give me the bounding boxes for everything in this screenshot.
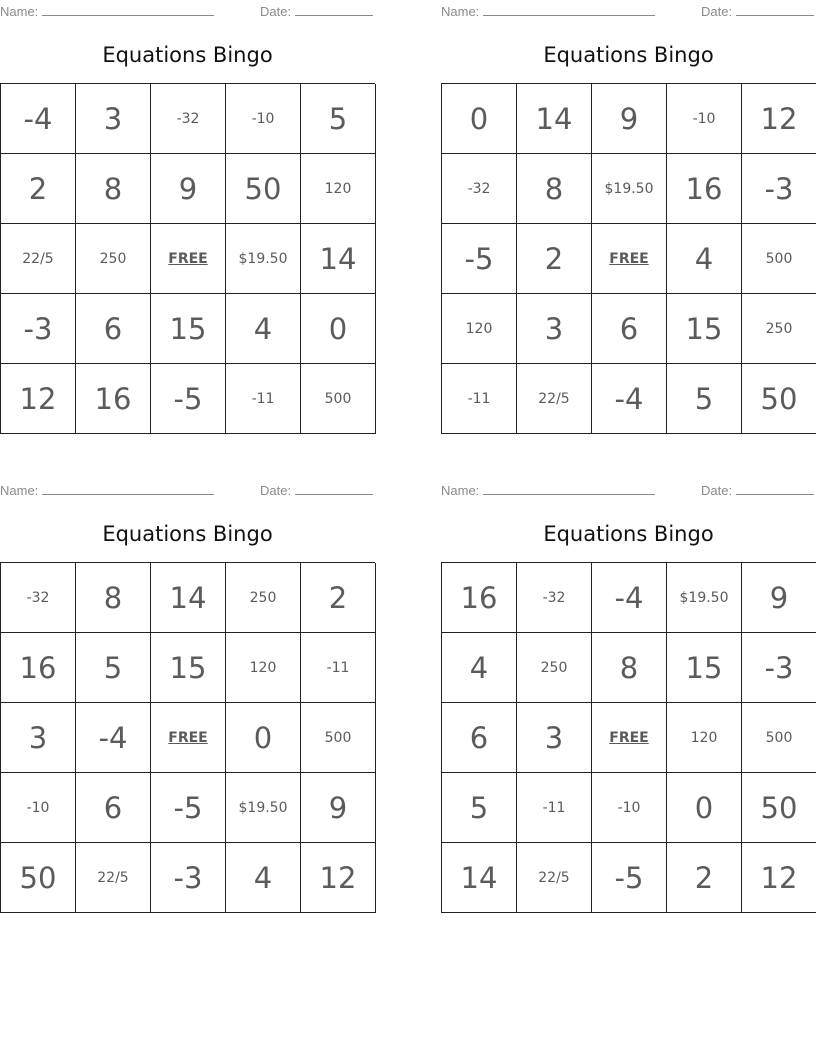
free-space[interactable]: FREE xyxy=(592,703,667,773)
bingo-cell[interactable]: 250 xyxy=(76,224,151,294)
date-label: Date: xyxy=(260,4,292,19)
card-header xyxy=(0,482,375,498)
bingo-cell[interactable]: 120 xyxy=(442,294,517,364)
bingo-cell[interactable]: -3 xyxy=(151,843,226,913)
bingo-cell[interactable]: -5 xyxy=(442,224,517,294)
bingo-cell[interactable]: 120 xyxy=(226,633,301,703)
bingo-cell[interactable]: 3 xyxy=(1,703,76,773)
bingo-cell[interactable]: -32 xyxy=(151,84,226,154)
date-label: Date: xyxy=(701,483,733,498)
bingo-cell[interactable]: -11 xyxy=(517,773,592,843)
bingo-cell[interactable]: -3 xyxy=(742,154,816,224)
bingo-cell[interactable]: -11 xyxy=(442,364,517,434)
bingo-cell[interactable]: $19.50 xyxy=(592,154,667,224)
bingo-cell[interactable]: 4 xyxy=(442,633,517,703)
bingo-cell[interactable]: 9 xyxy=(151,154,226,224)
bingo-cell[interactable]: 15 xyxy=(667,633,742,703)
bingo-cell[interactable]: 3 xyxy=(517,294,592,364)
bingo-cell[interactable]: 0 xyxy=(442,84,517,154)
name-field[interactable] xyxy=(0,3,214,19)
bingo-cell[interactable]: 12 xyxy=(742,843,816,913)
bingo-cell[interactable]: -3 xyxy=(1,294,76,364)
bingo-cell[interactable]: 5 xyxy=(667,364,742,434)
bingo-cell[interactable]: 250 xyxy=(517,633,592,703)
bingo-cell[interactable]: 5 xyxy=(76,633,151,703)
bingo-cell[interactable]: -4 xyxy=(76,703,151,773)
bingo-cell[interactable]: -32 xyxy=(442,154,517,224)
bingo-card xyxy=(441,0,816,434)
bingo-cell[interactable]: 14 xyxy=(442,843,517,913)
bingo-cell[interactable]: 16 xyxy=(442,563,517,633)
bingo-cell[interactable]: $19.50 xyxy=(226,224,301,294)
bingo-cell[interactable]: 5 xyxy=(301,84,376,154)
card-header xyxy=(0,3,375,19)
bingo-cell[interactable]: 4 xyxy=(226,294,301,364)
bingo-cell[interactable]: 8 xyxy=(76,154,151,224)
bingo-cell[interactable]: -10 xyxy=(1,773,76,843)
card-title: Equations Bingo xyxy=(543,522,714,546)
bingo-cell[interactable]: 500 xyxy=(742,703,816,773)
card-title: Equations Bingo xyxy=(102,43,273,67)
date-line xyxy=(736,3,814,16)
bingo-cell[interactable]: -11 xyxy=(226,364,301,434)
date-field[interactable] xyxy=(260,3,373,19)
date-label: Date: xyxy=(260,483,292,498)
bingo-cell[interactable]: 16 xyxy=(667,154,742,224)
bingo-cell[interactable]: 2 xyxy=(301,563,376,633)
card-header xyxy=(441,3,816,19)
bingo-cell[interactable]: 12 xyxy=(1,364,76,434)
bingo-cell[interactable]: 500 xyxy=(301,364,376,434)
date-line xyxy=(295,3,373,16)
bingo-cell[interactable]: -4 xyxy=(1,84,76,154)
bingo-cell[interactable]: 3 xyxy=(76,84,151,154)
bingo-cell[interactable]: 8 xyxy=(517,154,592,224)
free-space[interactable]: FREE xyxy=(151,224,226,294)
bingo-cell[interactable]: -32 xyxy=(1,563,76,633)
name-line xyxy=(483,482,655,495)
name-field[interactable] xyxy=(0,482,214,498)
card-title: Equations Bingo xyxy=(102,522,273,546)
bingo-cell[interactable]: 22/5 xyxy=(1,224,76,294)
bingo-cell[interactable]: 2 xyxy=(667,843,742,913)
bingo-cell[interactable]: 2 xyxy=(1,154,76,224)
bingo-grid xyxy=(441,83,816,434)
bingo-cell[interactable]: 250 xyxy=(226,563,301,633)
name-line xyxy=(42,482,214,495)
bingo-cell[interactable]: -5 xyxy=(592,843,667,913)
bingo-cell[interactable]: 12 xyxy=(742,84,816,154)
bingo-cell[interactable]: 0 xyxy=(226,703,301,773)
bingo-cell[interactable]: 4 xyxy=(667,224,742,294)
date-label: Date: xyxy=(701,4,733,19)
bingo-cell[interactable]: 14 xyxy=(151,563,226,633)
bingo-cell[interactable]: 50 xyxy=(742,364,816,434)
name-label: Name: xyxy=(0,483,39,498)
bingo-cell[interactable]: -4 xyxy=(592,364,667,434)
free-space[interactable]: FREE xyxy=(592,224,667,294)
bingo-cell[interactable]: 0 xyxy=(667,773,742,843)
bingo-cell[interactable]: 5 xyxy=(442,773,517,843)
bingo-cell[interactable]: 14 xyxy=(517,84,592,154)
bingo-cell[interactable]: 16 xyxy=(76,364,151,434)
bingo-card xyxy=(0,0,375,434)
bingo-cell[interactable]: -10 xyxy=(226,84,301,154)
bingo-cell[interactable]: -10 xyxy=(667,84,742,154)
bingo-cell[interactable]: $19.50 xyxy=(667,563,742,633)
bingo-cell[interactable]: 9 xyxy=(592,84,667,154)
date-line xyxy=(295,482,373,495)
bingo-cell[interactable]: 2 xyxy=(517,224,592,294)
date-field[interactable] xyxy=(701,482,814,498)
bingo-cell[interactable]: 8 xyxy=(76,563,151,633)
bingo-cell[interactable]: 14 xyxy=(301,224,376,294)
bingo-cell[interactable]: $19.50 xyxy=(226,773,301,843)
bingo-cell[interactable]: 500 xyxy=(742,224,816,294)
name-label: Name: xyxy=(441,483,480,498)
bingo-cell[interactable]: 22/5 xyxy=(76,843,151,913)
bingo-card xyxy=(0,479,375,913)
bingo-cell[interactable]: 0 xyxy=(301,294,376,364)
date-line xyxy=(736,482,814,495)
bingo-cell[interactable]: -5 xyxy=(151,364,226,434)
name-line xyxy=(483,3,655,16)
bingo-cell[interactable]: -3 xyxy=(742,633,816,703)
bingo-grid xyxy=(441,562,816,913)
bingo-card xyxy=(441,479,816,913)
bingo-cell[interactable]: 22/5 xyxy=(517,364,592,434)
card-title: Equations Bingo xyxy=(543,43,714,67)
free-space[interactable]: FREE xyxy=(151,703,226,773)
bingo-cell[interactable]: 500 xyxy=(301,703,376,773)
bingo-cell[interactable]: 15 xyxy=(667,294,742,364)
bingo-cell[interactable]: 120 xyxy=(301,154,376,224)
bingo-cell[interactable]: 12 xyxy=(301,843,376,913)
bingo-cell[interactable]: 50 xyxy=(742,773,816,843)
bingo-cell[interactable]: -4 xyxy=(592,563,667,633)
bingo-cell[interactable]: 6 xyxy=(442,703,517,773)
name-field[interactable] xyxy=(441,3,655,19)
bingo-cell[interactable]: 250 xyxy=(742,294,816,364)
bingo-cell[interactable]: 15 xyxy=(151,294,226,364)
name-label: Name: xyxy=(441,4,480,19)
name-label: Name: xyxy=(0,4,39,19)
bingo-cell[interactable]: 6 xyxy=(76,773,151,843)
bingo-cell[interactable]: 4 xyxy=(226,843,301,913)
bingo-cell[interactable]: 50 xyxy=(226,154,301,224)
bingo-cell[interactable]: 120 xyxy=(667,703,742,773)
bingo-cell[interactable]: 15 xyxy=(151,633,226,703)
bingo-cell[interactable]: 9 xyxy=(301,773,376,843)
date-field[interactable] xyxy=(701,3,814,19)
card-header xyxy=(441,482,816,498)
date-field[interactable] xyxy=(260,482,373,498)
bingo-cell[interactable]: 16 xyxy=(1,633,76,703)
bingo-cell[interactable]: -32 xyxy=(517,563,592,633)
bingo-cell[interactable]: 50 xyxy=(1,843,76,913)
bingo-cell[interactable]: 9 xyxy=(742,563,816,633)
bingo-cell[interactable]: -10 xyxy=(592,773,667,843)
name-line xyxy=(42,3,214,16)
bingo-cell[interactable]: 6 xyxy=(76,294,151,364)
name-field[interactable] xyxy=(441,482,655,498)
bingo-grid xyxy=(0,83,375,434)
bingo-cell[interactable]: -11 xyxy=(301,633,376,703)
bingo-grid xyxy=(0,562,375,913)
bingo-cell[interactable]: 3 xyxy=(517,703,592,773)
bingo-cell[interactable]: 8 xyxy=(592,633,667,703)
bingo-cell[interactable]: -5 xyxy=(151,773,226,843)
bingo-cell[interactable]: 22/5 xyxy=(517,843,592,913)
bingo-cell[interactable]: 6 xyxy=(592,294,667,364)
